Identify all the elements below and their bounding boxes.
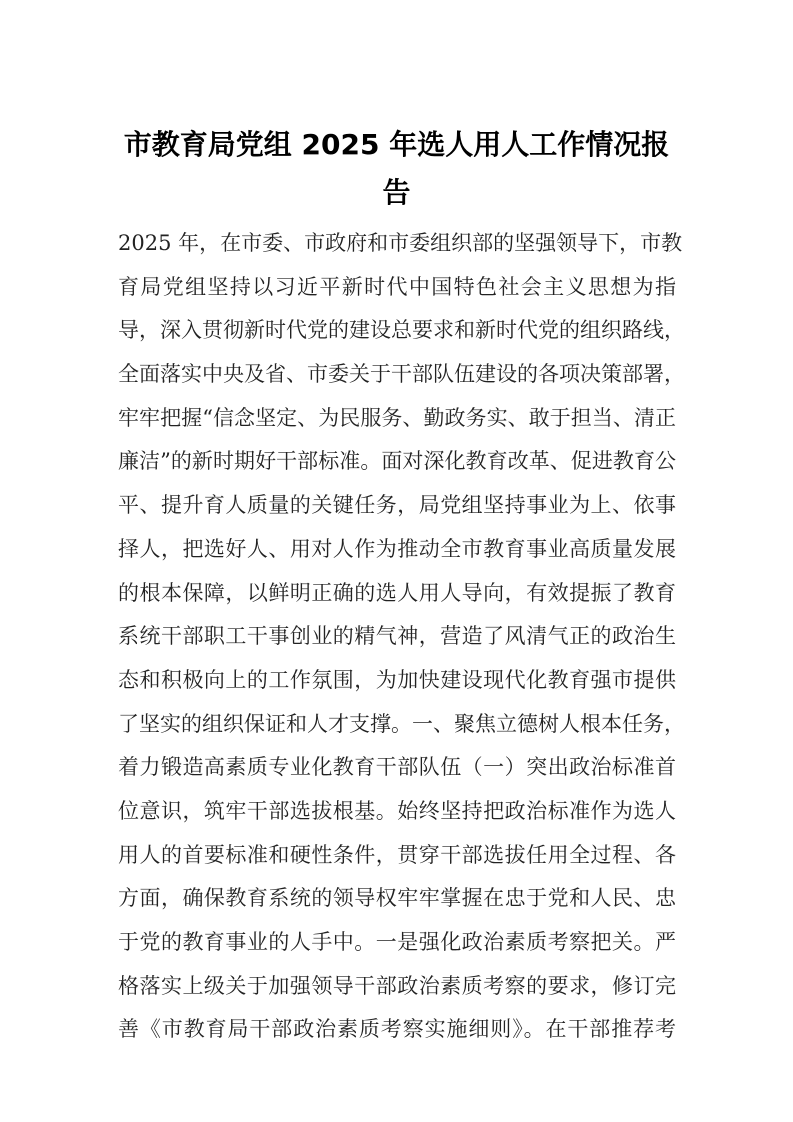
body-text-line: 的根本保障，以鲜明正确的选人用人导向，有效提振了教育 bbox=[118, 580, 676, 605]
body-text-line: 位意识，筑牢干部选拔根基。始终坚持把政治标准作为选人 bbox=[118, 798, 676, 823]
body-text-line: 态和积极向上的工作氛围，为加快建设现代化教育强市提供 bbox=[118, 667, 676, 692]
body-text-line: 善《市教育局干部政治素质考察实施细则》。在干部推荐考 bbox=[118, 1017, 676, 1042]
body-text-line: 着力锻造高素质专业化教育干部队伍（一）突出政治标准首 bbox=[118, 755, 676, 780]
body-text-line: 2025 年，在市委、市政府和市委组织部的坚强领导下，市教 bbox=[118, 231, 683, 255]
body-text-line: 系统干部职工干事创业的精气神，营造了风清气正的政治生 bbox=[118, 624, 676, 649]
document-title-line-2: 告 bbox=[382, 176, 411, 209]
body-text-line: 平、提升育人质量的关键任务，局党组坚持事业为上、依事 bbox=[118, 493, 676, 518]
body-text-line: 择人，把选好人、用对人作为推动全市教育事业高质量发展 bbox=[118, 536, 676, 561]
body-text-line: 牢牢把握“信念坚定、为民服务、勤政务实、敢于担当、清正 bbox=[118, 405, 676, 430]
document-title-line-1: 市教育局党组 2025 年选人用人工作情况报 bbox=[123, 128, 670, 161]
body-text-line: 育局党组坚持以习近平新时代中国特色社会主义思想为指 bbox=[118, 274, 676, 299]
document-body bbox=[118, 222, 685, 1052]
body-text-line: 方面，确保教育系统的领导权牢牢掌握在忠于党和人民、忠 bbox=[118, 886, 676, 911]
body-text-line: 用人的首要标准和硬性条件，贯穿干部选拔任用全过程、各 bbox=[118, 842, 676, 867]
body-text-line: 格落实上级关于加强领导干部政治素质考察的要求，修订完 bbox=[118, 973, 676, 998]
body-text-line: 全面落实中央及省、市委关于干部队伍建设的各项决策部署， bbox=[118, 362, 685, 387]
body-text-line: 廉洁”的新时期好干部标准。面对深化教育改革、促进教育公 bbox=[118, 449, 676, 474]
body-text-line: 了坚实的组织保证和人才支撑。一、聚焦立德树人根本任务， bbox=[118, 711, 685, 736]
body-text-line: 于党的教育事业的人手中。一是强化政治素质考察把关。严 bbox=[118, 930, 676, 954]
body-text-line: 导，深入贯彻新时代党的建设总要求和新时代党的组织路线， bbox=[118, 318, 685, 343]
